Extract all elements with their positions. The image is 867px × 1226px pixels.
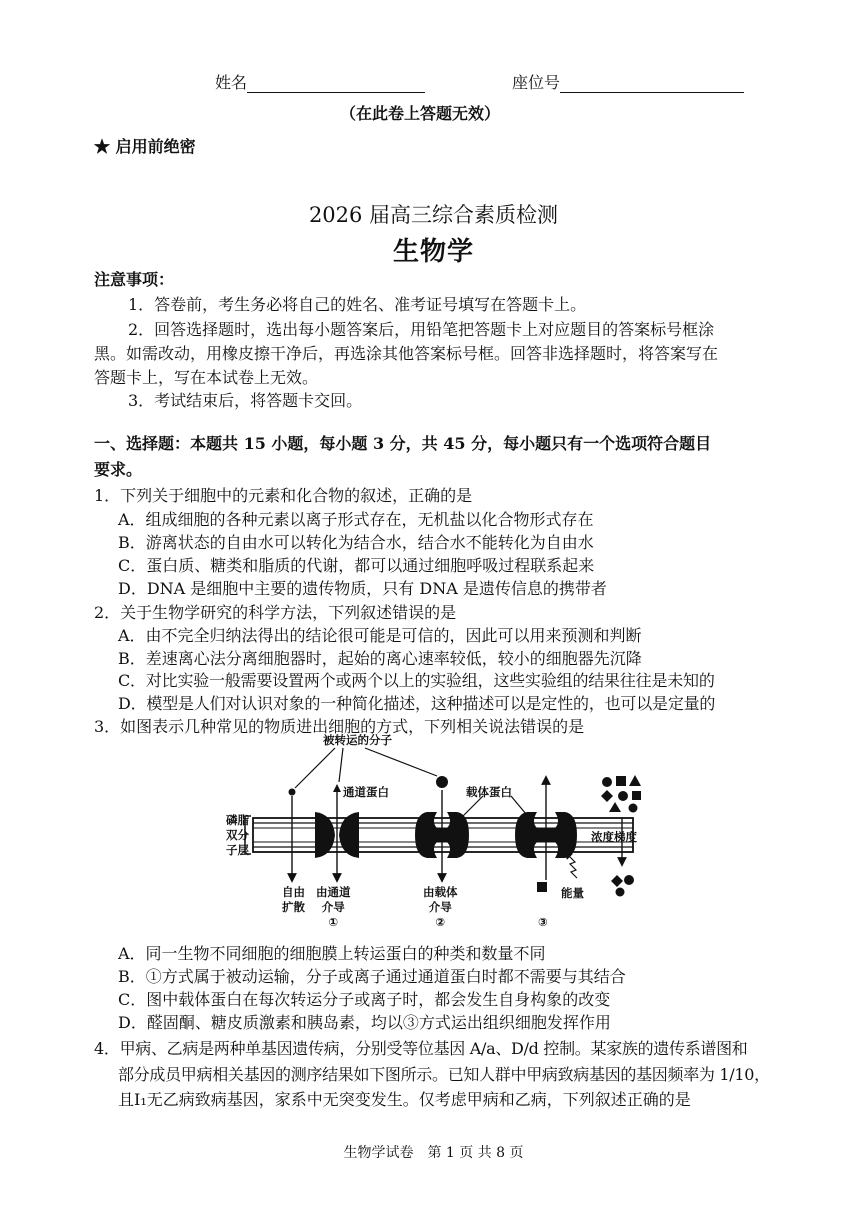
seat-label: 座位号 (512, 73, 561, 92)
pointer-line-2 (339, 748, 343, 782)
label-free-diffusion: 自由 扩散 (282, 885, 305, 914)
q1-option-a: A．组成细胞的各种元素以离子形式存在，无机盐以化合物形式存在 (118, 510, 594, 529)
q2-option-a: A．由不完全归纳法得出的结论很可能是可信的，因此可以用来预测和判断 (118, 626, 642, 645)
page-footer: 生物学试卷 第 1 页 共 8 页 (343, 1145, 524, 1161)
note-2c: 答题卡上，写在本试卷上无效。 (94, 368, 319, 387)
high-concentration-molecules (601, 775, 641, 813)
q4-line-3: 且Ⅰ₁无乙病致病基因，家系中无突变发生。仅考虑甲病和乙病，下列叙述正确的是 (118, 1090, 691, 1109)
label-carrier-mediated: 由载体 介导 ② (423, 885, 458, 929)
low-concentration-molecules (611, 875, 634, 897)
q1-option-d: D．DNA 是细胞中主要的遗传物质，只有 DNA 是遗传信息的携带者 (118, 579, 607, 598)
seat-field (512, 70, 744, 93)
section-heading-2: 要求。 (94, 460, 143, 479)
q2-option-b: B．差速离心法分离细胞器时，起始的离心速率较低，较小的细胞器先沉降 (118, 649, 642, 668)
label-channel-mediated: 由通道 介导 ① (316, 885, 351, 929)
pointer-line-3 (365, 748, 437, 776)
seat-blank (560, 76, 744, 93)
energy-arrow (567, 854, 577, 878)
note-3: 3．考试结束后，将答题卡交回。 (128, 391, 363, 410)
q4-line-1: 4．甲病、乙病是两种单基因遗传病，分别受等位基因 A/a、D/d 控制。某家族的遗传系谱图和 (94, 1039, 748, 1058)
note-2b: 黑。如需改动，用橡皮擦干净后，再选涂其他答案标号框。回答非选择题时，将答案写在 (94, 344, 719, 363)
q1-option-c: C．蛋白质、糖类和脂质的代谢，都可以通过细胞呼吸过程联系起来 (118, 556, 595, 575)
q2-option-d: D．模型是人们对认识对象的一种简化描述，这种描述可以是定性的，也可以是定量的 (118, 694, 716, 713)
section-heading-1: 一、选择题：本题共 15 小题，每小题 3 分，共 45 分，每小题只有一个选项符合题目 (94, 434, 712, 453)
label-channel-protein: 通道蛋白 (343, 785, 389, 799)
q4-line-2: 部分成员甲病相关基因的测序结果如下图所示。已知人群中甲病致病基因的基因频率为 1/10， (118, 1065, 770, 1084)
channel-molecule (333, 784, 341, 792)
q1-option-b: B．游离状态的自由水可以转化为结合水，结合水不能转化为自由水 (118, 533, 594, 552)
q3-option-c: C．图中载体蛋白在每次转运分子或离子时，都会发生自身构象的改变 (118, 990, 611, 1009)
q3-option-b: B．①方式属于被动运输，分子或离子通过通道蛋白时都不需要与其结合 (118, 967, 626, 986)
q1-stem: 1．下列关于细胞中的元素和化合物的叙述，正确的是 (94, 486, 473, 505)
notes-heading: 注意事项： (94, 270, 175, 289)
carrier-molecule (436, 776, 448, 788)
label-transported-molecule: 被转运的分子 (323, 733, 392, 747)
invalid-note: （在此卷上答题无效） (340, 104, 501, 123)
q2-stem: 2．关于生物学研究的科学方法，下列叙述错误的是 (94, 603, 457, 622)
q3-stem: 3．如图表示几种常见的物质进出细胞的方式，下列相关说法错误的是 (94, 717, 585, 736)
label-energy: 能量 (561, 886, 584, 900)
label-gradient: 浓度梯度 (591, 830, 637, 844)
label-carrier-protein: 载体蛋白 (466, 785, 512, 799)
q2-option-c: C．对比实验一般需要设置两个或两个以上的实验组，这些实验组的结果往往是未知的 (118, 671, 715, 690)
active-molecule (537, 882, 547, 892)
q3-option-d: D．醛固酮、糖皮质激素和胰岛素，均以③方式运出组织细胞发挥作用 (118, 1013, 611, 1032)
note-1: 1．答卷前，考生务必将自己的姓名、准考证号填写在答题卡上。 (128, 295, 587, 314)
free-diffusion-molecule (289, 789, 296, 796)
secret-mark: ★ 启用前绝密 (94, 137, 196, 156)
name-field (215, 70, 425, 93)
name-label: 姓名 (215, 73, 248, 92)
pointer-line-1 (295, 748, 335, 788)
q3-option-a: A．同一生物不同细胞的细胞膜上转运蛋白的种类和数量不同 (118, 944, 546, 963)
exam-title: 2026 届高三综合素质检测 (308, 203, 559, 227)
label-bilayer: 磷脂 双分 子层 (226, 813, 249, 857)
label-method-3: ③ (538, 915, 548, 929)
subject-title: 生物学 (392, 237, 474, 267)
name-blank (247, 76, 425, 93)
note-2a: 2．回答选择题时，选出每小题答案后，用铅笔把答题卡上对应题目的答案标号框涂 (128, 320, 715, 339)
